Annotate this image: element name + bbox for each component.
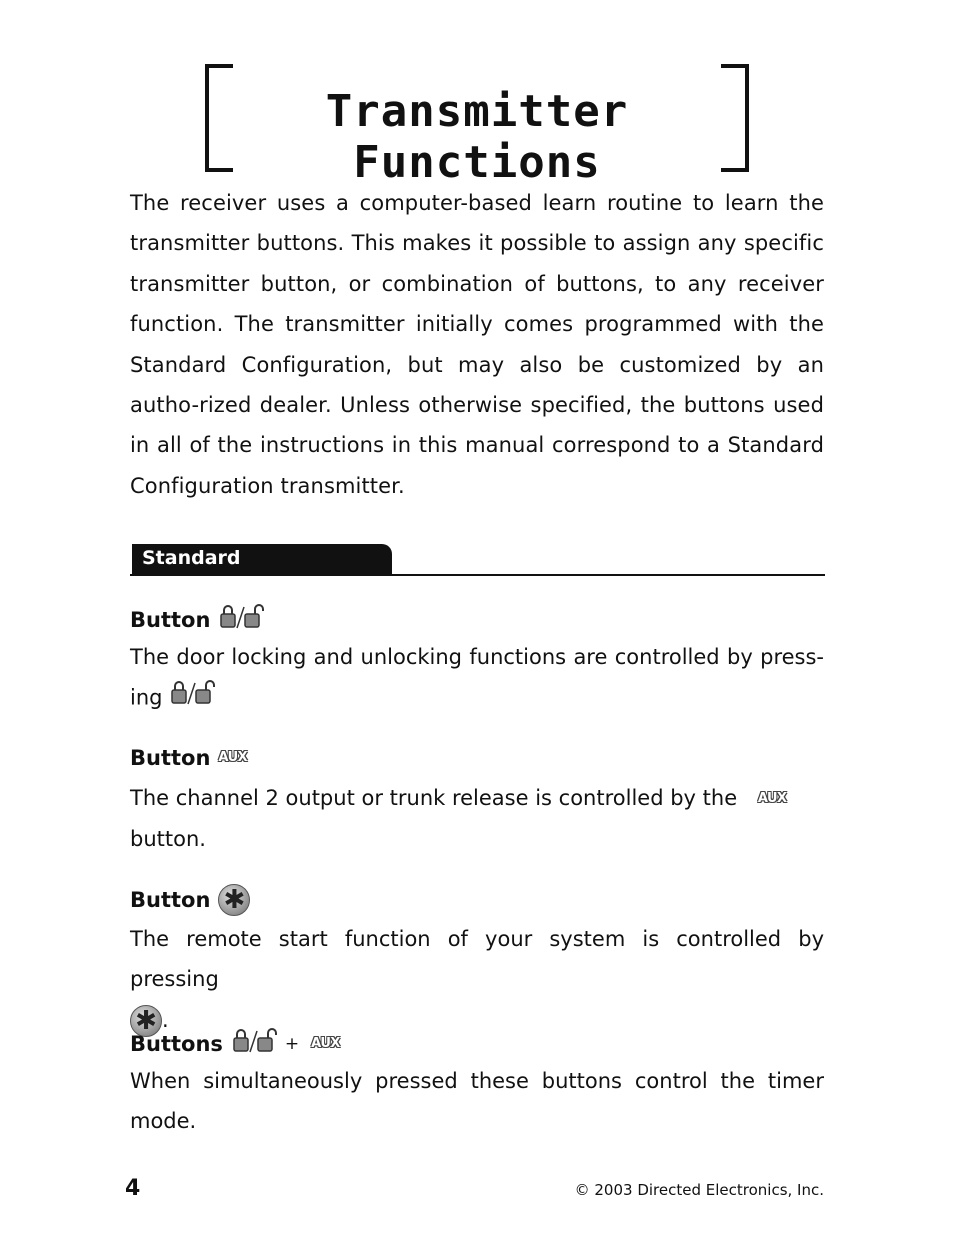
item-3-heading-label: Button [130, 888, 211, 912]
item-3-text-body: The remote start function of your system is controlled by pressing [130, 927, 824, 992]
section-rule [130, 574, 825, 576]
aux-icon: AUX [757, 790, 787, 806]
item-3-text-tail: . [162, 1007, 169, 1032]
item-1-heading [130, 601, 264, 639]
title-frame [205, 64, 749, 188]
item-2-text-body: The channel 2 output or trunk release is controlled by the [130, 786, 738, 810]
star-icon: ✱ [218, 884, 250, 916]
item-1-heading-label: Button [130, 608, 211, 632]
star-icon: ✱ [130, 1005, 162, 1037]
item-2-heading-label: Button [130, 746, 211, 770]
copyright: © 2003 Directed Electronics, Inc. [574, 1181, 824, 1199]
page-number: 4 [125, 1176, 141, 1201]
aux-icon: AUX [218, 750, 248, 765]
page-title: Transmitter Functions [325, 86, 629, 188]
section-label: Standard Configuration [132, 544, 392, 574]
lock-unlock-icon [218, 601, 264, 639]
item-4-text: When simultaneously pressed these buttons control the timer mode. [130, 1069, 824, 1134]
item-2-text [130, 778, 824, 860]
lock-unlock-icon [169, 677, 215, 720]
intro-paragraph: The receiver uses a computer-based learn routine to learn the transmitter buttons. This makes it possible to assign any specific transmitter button, or combination of buttons, to any receiver function. The transmitter initially comes programmed with the Standard Configuration, but may also be customized by an autho-rized dealer. Unless otherwise specified, the buttons used in all of the instructions in this manual correspond to a Standard Configuration transmitter. [130, 191, 824, 498]
item-4-heading [130, 1025, 340, 1063]
section-header [130, 544, 825, 598]
right-bracket [721, 64, 749, 172]
item-3-text [130, 919, 824, 1040]
item-1-text [130, 637, 824, 721]
lock-unlock-icon [231, 1025, 277, 1063]
item-2-text-tail: button. [130, 827, 206, 852]
aux-icon: AUX [311, 1036, 340, 1051]
plus-sign: + [284, 1034, 300, 1054]
item-4-heading-label: Buttons [130, 1032, 223, 1056]
item-1-text-body: The door locking and unlocking functions are controlled by press-ing [130, 645, 824, 711]
item-2-heading [130, 743, 247, 773]
item-3-heading [130, 884, 250, 916]
